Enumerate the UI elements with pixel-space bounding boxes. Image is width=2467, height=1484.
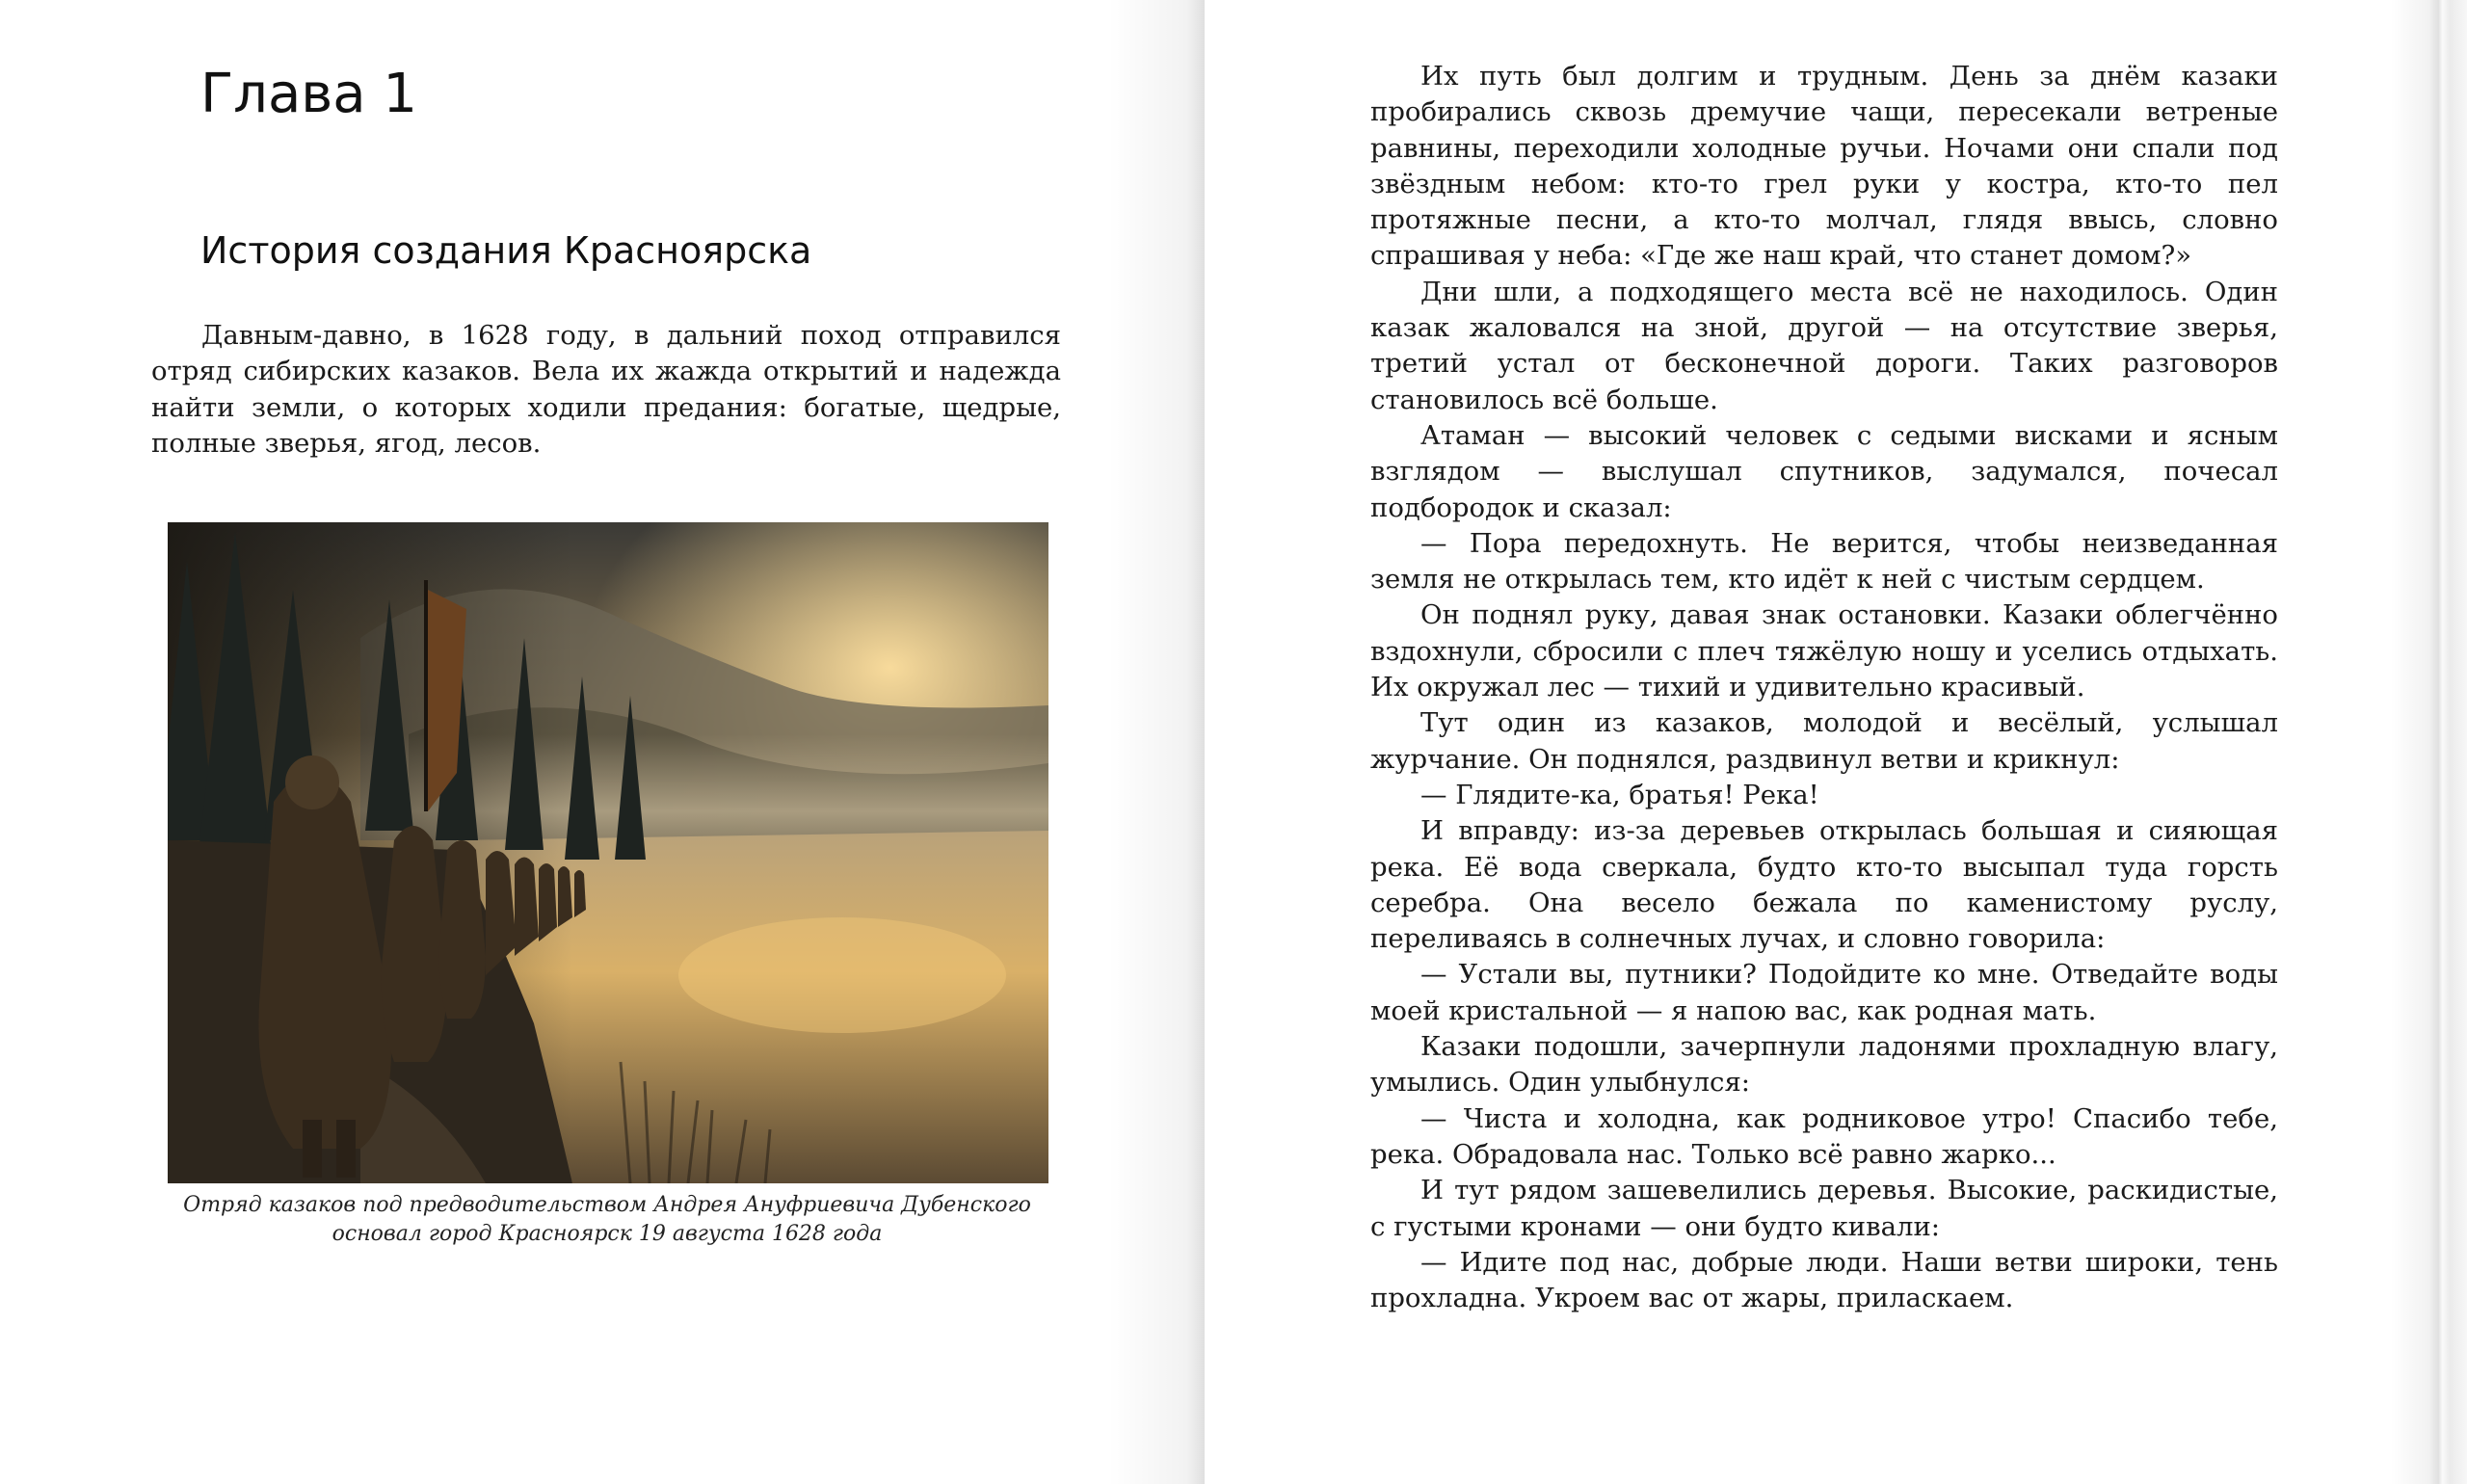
dialogue-line: — Идите под нас, добрые люди. Наши ветви широки, тень прохладна. Укроем вас от жары, приласкаем. [1370, 1246, 2278, 1314]
paragraph: И вправду: из-за деревьев открылась большая и сияющая река. Её вода сверкала, будто кто-то высыпал туда горсть серебра. Она весело бежала по каменистому руслу, переливаясь в солнечных лучах, и словно говорила: [1370, 815, 2278, 955]
dialogue-line: — Чиста и холодна, как родниковое утро! Спасибо тебе, река. Обрадовала нас. Только всё равно жарко... [1370, 1102, 2278, 1170]
chapter-title: Глава 1 [200, 63, 418, 125]
intro-paragraph: Давным-давно, в 1628 году, в дальний поход отправился отряд сибирских казаков. Вела их жажда открытий и надежда найти земли, о которых ходили предания: богатые, щедрые, полные зверья, ягод, лесов. [151, 320, 1061, 459]
dialogue-line: — Пора передохнуть. Не верится, чтобы неизведанная земля не открылась тем, кто идёт к ней с чистым сердцем. [1370, 527, 2278, 596]
paragraph: Атаман — высокий человек с седыми висками и ясным взглядом — выслушал спутников, задумался, почесал подбородок и сказал: [1370, 419, 2278, 523]
paragraph: Тут один из казаков, молодой и весёлый, услышал журчание. Он поднялся, раздвинул ветви и крикнул: [1370, 707, 2278, 775]
paragraph: Он поднял руку, давая знак остановки. Казаки облегчённо вздохнули, сбросили с плеч тяжёлую ношу и уселись отдыхать. Их окружал лес — тихий и удивительно красивый. [1370, 599, 2278, 703]
paragraph: Дни шли, а подходящего места всё не находилось. Один казак жаловался на зной, другой — на отсутствие зверья, третий устал от бесконечной дороги. Таких разговоров становилось всё больше. [1370, 276, 2278, 415]
left-page [0, 0, 1205, 1484]
page-edge-shadow [2390, 0, 2467, 1484]
illustration-cossacks-by-river-icon [168, 522, 1048, 1183]
paragraph: И тут рядом зашевелились деревья. Высокие, раскидистые, с густыми кронами — они будто кивали: [1370, 1175, 2278, 1242]
right-page-text [1370, 59, 2278, 1316]
paragraph: Казаки подошли, зачерпнули ладонями прохладную влагу, умылись. Один улыбнулся: [1370, 1031, 2278, 1099]
figure-caption: Отряд казаков под предводительством Андрея Ануфриевича Дубенского основал город Красноярск 19 августа 1628 года [183, 1193, 1031, 1246]
section-title: История создания Красноярска [200, 229, 812, 272]
chapter-illustration [168, 522, 1048, 1183]
paragraph: Их путь был долгим и трудным. День за днём казаки пробирались сквозь дремучие чащи, пересекали ветреные равнины, переходили холодные ручьи. Ночами они спали под звёздным небом: кто-то грел руки у костра, кто-то пел протяжные песни, а кто-то молчал, глядя ввысь, словно спрашивая у неба: «Где же наш край, что станет домом?» [1370, 61, 2278, 272]
dialogue-line: — Устали вы, путники? Подойдите ко мне. Отведайте воды моей кристальной — я напою вас, как родная мать. [1370, 959, 2278, 1026]
dialogue-line: — Глядите-ка, братья! Река! [1420, 779, 1819, 810]
